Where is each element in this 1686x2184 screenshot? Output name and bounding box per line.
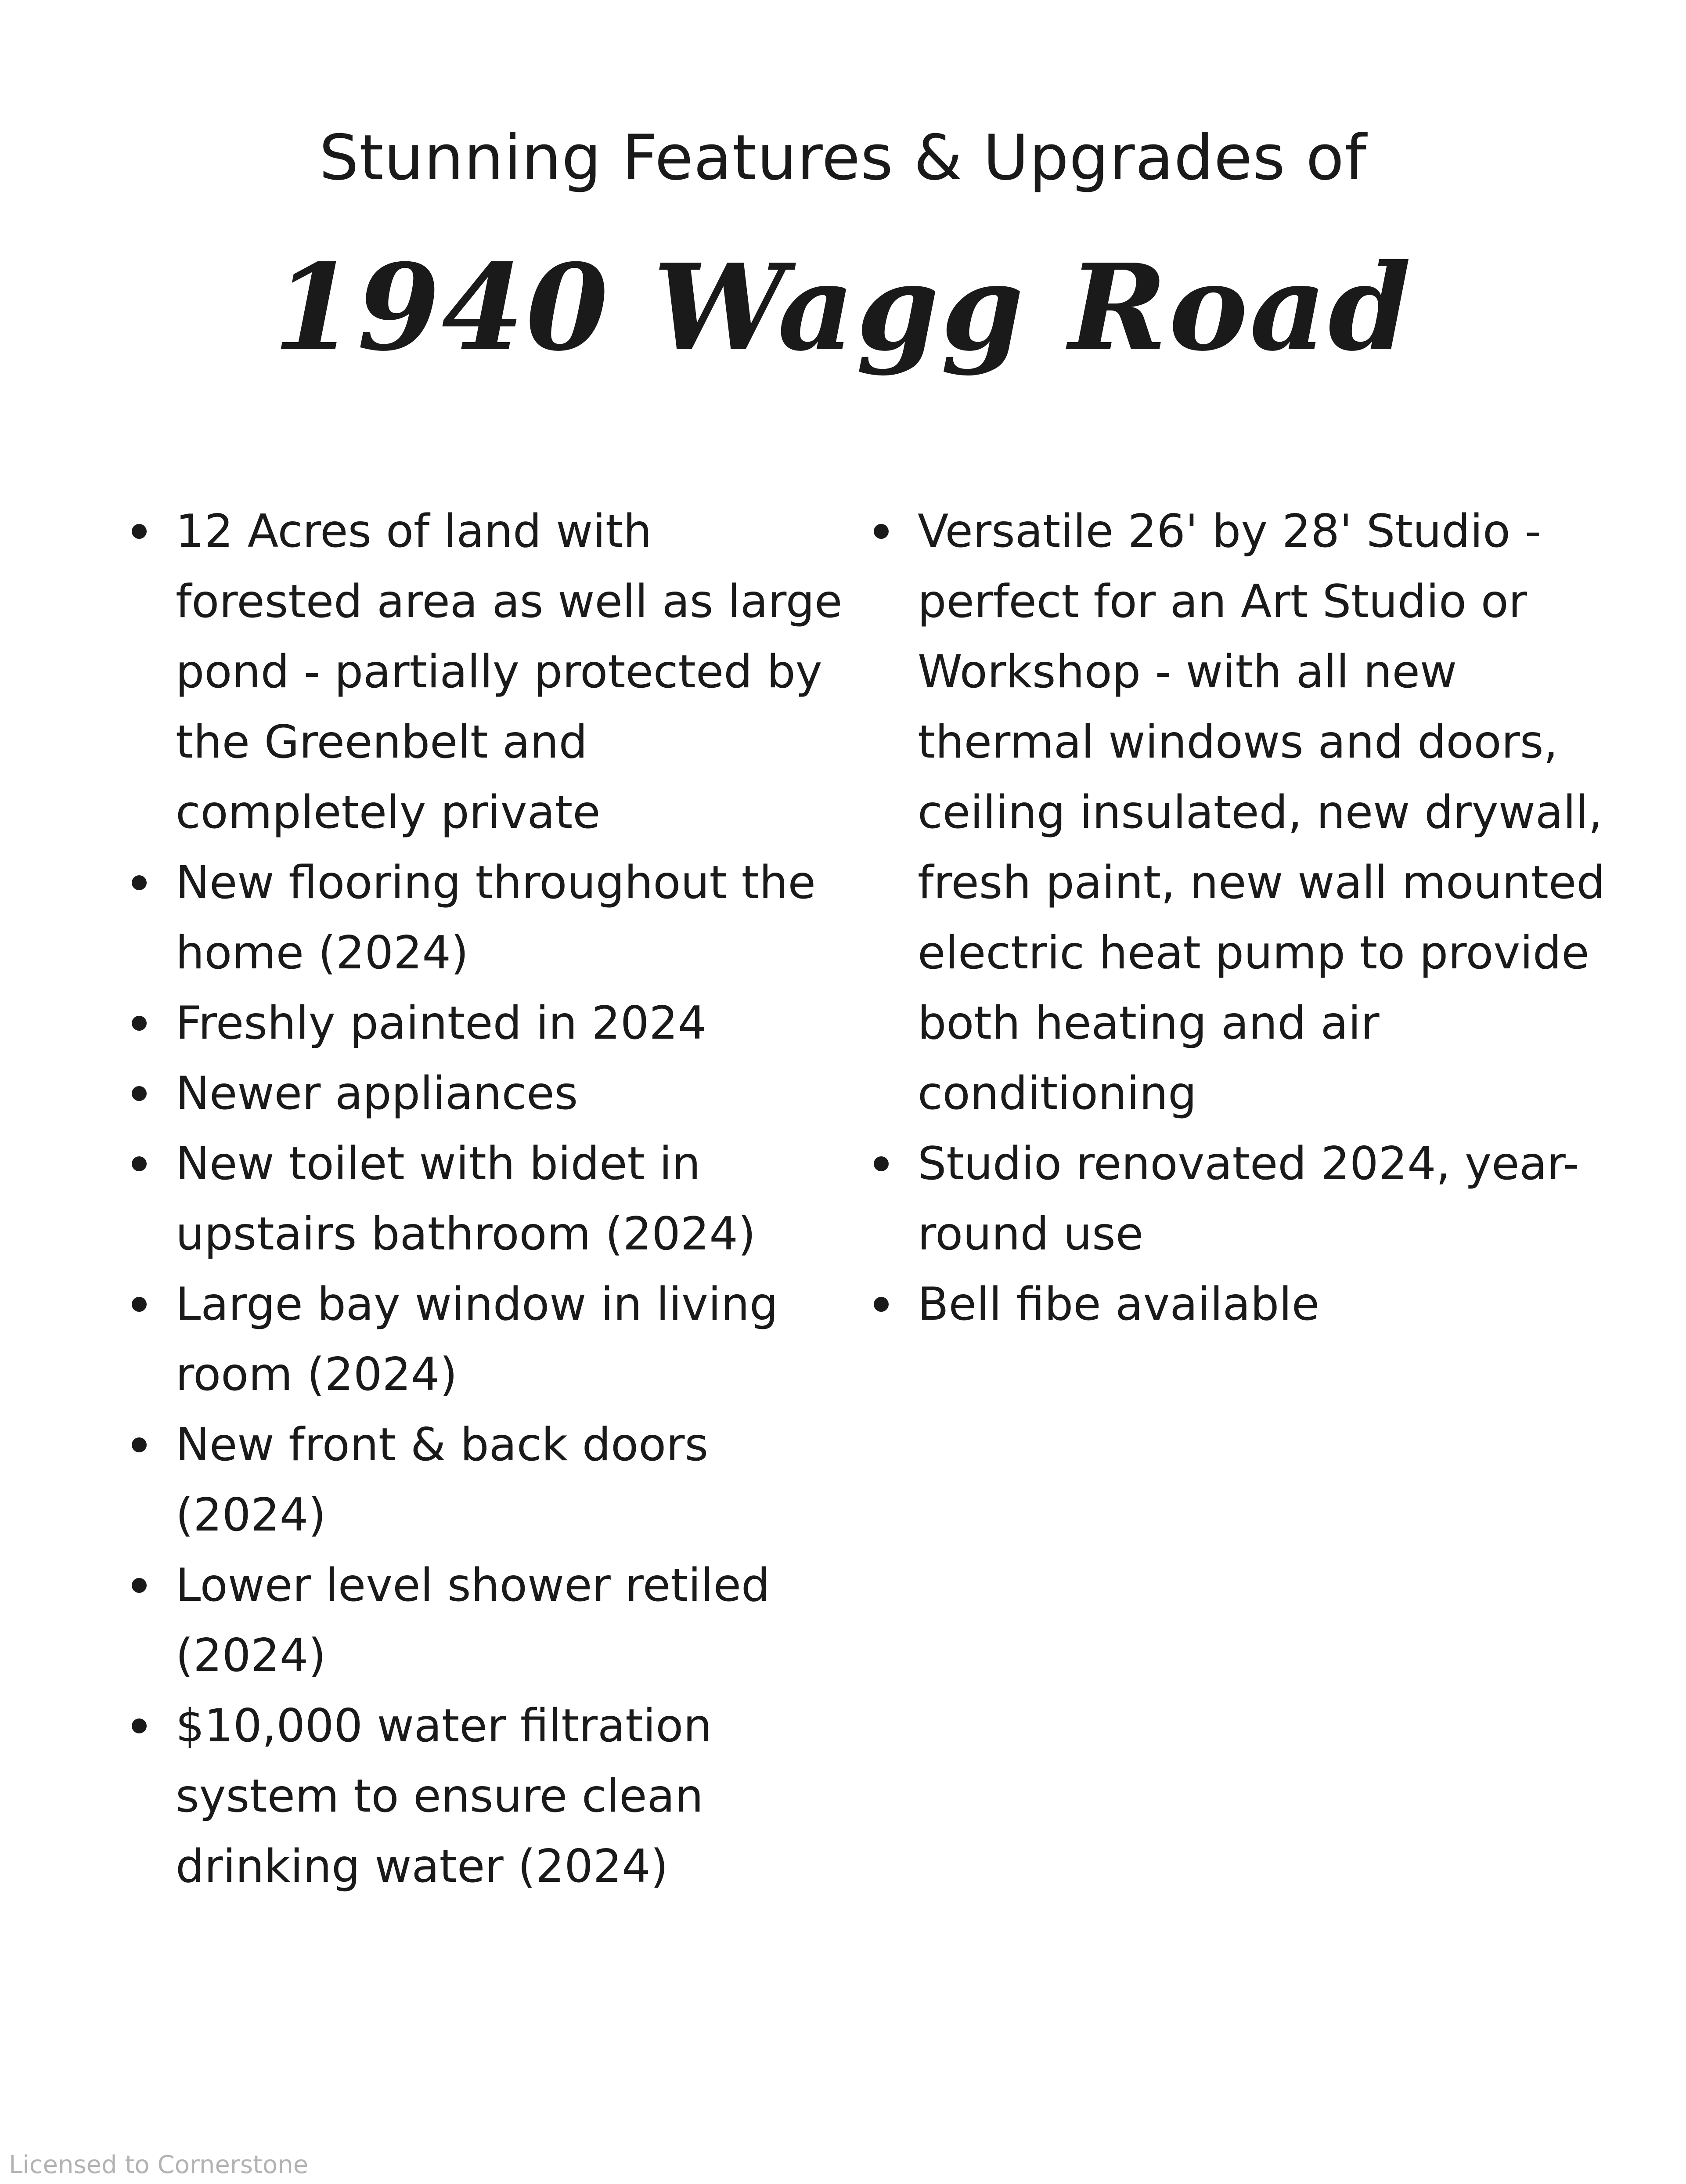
list-item: [861, 1129, 1607, 1269]
bullet-icon: [874, 1156, 889, 1171]
list-item-text: Large bay window in living room (2024): [176, 1278, 778, 1401]
bullet-icon: [132, 875, 147, 890]
bullet-icon: [132, 1437, 147, 1452]
page-subtitle: Stunning Features & Upgrades of: [319, 122, 1367, 194]
bullet-icon: [132, 1578, 147, 1593]
list-item: [861, 496, 1607, 1129]
list-item-text: New front & back doors (2024): [176, 1419, 709, 1541]
license-watermark: Licensed to Cornerstone: [9, 2151, 309, 2179]
list-item-text: Bell fibe available: [918, 1278, 1320, 1331]
features-list-right: [861, 496, 1607, 1339]
list-item-text: Lower level shower retiled (2024): [176, 1559, 770, 1682]
list-item-text: $10,000 water filtration system to ensure clean drinking water (2024): [176, 1700, 712, 1893]
bullet-icon: [132, 1297, 147, 1312]
list-item-text: Studio renovated 2024, year-round use: [918, 1137, 1579, 1260]
list-item: [119, 1410, 847, 1550]
list-item-text: Newer appliances: [176, 1067, 578, 1120]
list-item: [119, 1550, 847, 1691]
list-item: [119, 1269, 847, 1410]
list-item: [119, 1691, 847, 1902]
list-item: [119, 1058, 847, 1129]
bullet-icon: [132, 1156, 147, 1171]
bullet-icon: [132, 1016, 147, 1031]
list-item: [861, 1269, 1607, 1339]
list-item: [119, 988, 847, 1058]
list-item-text: Versatile 26' by 28' Studio - perfect for an Art Studio or Workshop - with all new thermal windows and doors, ceiling insulated, new drywall, fresh paint, new wall mounted electric heat pump to provide both heating and air conditioning: [918, 505, 1605, 1120]
list-item-text: 12 Acres of land with forested area as well as large pond - partially protected by the Greenbelt and completely private: [176, 505, 843, 839]
bullet-icon: [132, 1086, 147, 1101]
bullet-icon: [874, 1297, 889, 1312]
bullet-icon: [874, 524, 889, 539]
list-item-text: New flooring throughout the home (2024): [176, 856, 816, 979]
list-item-text: Freshly painted in 2024: [176, 997, 707, 1050]
list-item: [119, 848, 847, 988]
page-title: 1940 Wagg Road: [273, 238, 1413, 377]
bullet-icon: [132, 524, 147, 539]
features-list-left: [119, 496, 847, 1902]
list-item: [119, 1129, 847, 1269]
bullet-icon: [132, 1718, 147, 1733]
list-item-text: New toilet with bidet in upstairs bathroom (2024): [176, 1137, 756, 1260]
list-item: [119, 496, 847, 848]
